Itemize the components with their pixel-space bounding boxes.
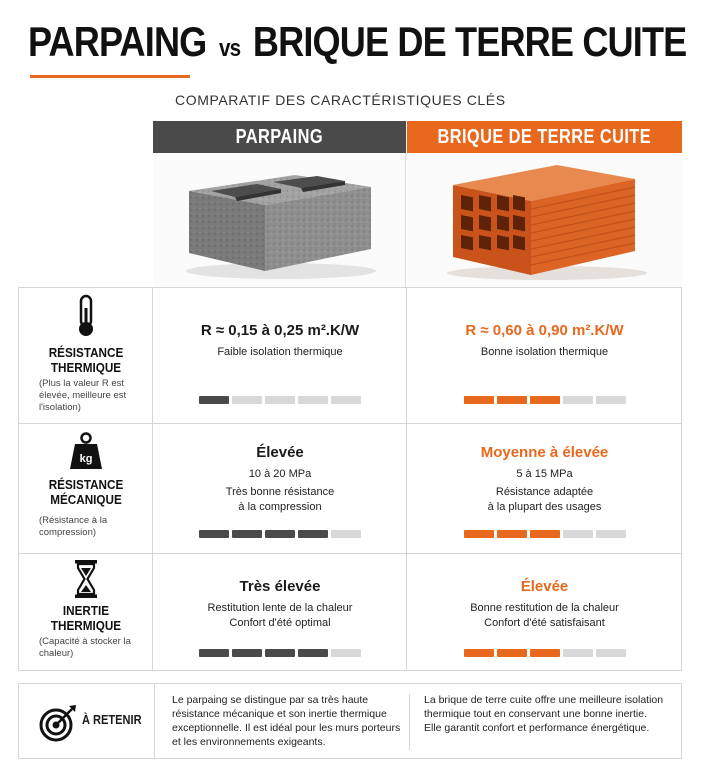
title-block [28,16,688,78]
rating-segment [265,530,295,538]
hourglass-icon [74,559,98,599]
takeaway-label-cell [19,684,155,758]
value: Élevée [520,578,569,595]
rating-segment [232,649,262,657]
thermometer-icon [74,294,98,338]
row-title: INERTIE THERMIQUE [50,603,122,633]
rating-segment [596,396,626,404]
value: R ≈ 0,15 à 0,25 m².K/W [200,322,360,339]
cell-brique [408,554,681,671]
concrete-block-image [153,153,406,287]
rating-bar [464,649,626,657]
rating-segment [232,396,262,404]
rating-segment [331,530,361,538]
rating-segment [464,649,494,657]
rating-segment [298,649,328,657]
description-line1: Bonne restitution de la chaleur [470,602,619,614]
page-subtitle: COMPARATIF DES CARACTÉRISTIQUES CLÉS [175,92,506,108]
cell-parpaing [154,554,407,671]
row-title: RÉSISTANCE THERMIQUE [48,345,124,375]
row-label [19,554,153,671]
rating-segment [563,530,593,538]
description-line2: Confort d'été satisfaisant [484,617,605,629]
description-line1: Résistance adaptée [495,486,594,498]
description-line1: Restitution lente de la chaleur [207,602,353,614]
takeaway-divider [409,694,410,750]
rating-segment [497,649,527,657]
rating-segment [298,530,328,538]
rating-segment [497,530,527,538]
rating-segment [464,396,494,404]
row-title: RÉSISTANCE MÉCANIQUE [48,477,124,507]
sub-value: 5 à 15 MPa [516,468,573,480]
description-line2: Confort d'été optimal [229,617,331,629]
description: Faible isolation thermique [217,346,343,358]
value: Très élevée [239,578,321,595]
rating-bar [199,530,361,538]
cell-brique [408,288,681,423]
row-note: (Plus la valeur R est élevée, meilleure est l'isolation) [39,378,127,413]
weight-label: kg [79,453,92,465]
rating-segment [563,649,593,657]
rating-segment [199,530,229,538]
rating-bar [464,396,626,404]
clay-brick-image [407,153,682,287]
value: R ≈ 0,60 à 0,90 m².K/W [465,322,624,339]
takeaway-parpaing: Le parpaing se distingue par sa très haute résistance mécanique et son inertie thermique exceptionnelle. Il est idéal pour les murs porteurs et les environnements exigeants. [172,694,401,748]
rating-segment [596,530,626,538]
key-takeaway-box [18,683,682,759]
sub-value: 10 à 20 MPa [248,468,312,480]
rating-segment [464,530,494,538]
cell-parpaing [154,288,407,423]
row-label [19,424,153,553]
value: Élevée [256,444,304,461]
title-underline [30,75,190,78]
row-note: (Capacité à stocker la chaleur) [39,636,131,659]
rating-segment [232,530,262,538]
title-vs: vs [219,35,241,62]
weight-icon [69,432,103,470]
title-part2: BRIQUE DE TERRE CUITE [252,18,687,65]
title-part1: PARPAING [28,18,207,65]
row-mechanical-resistance [19,424,681,554]
rating-segment [199,396,229,404]
rating-segment [530,396,560,404]
rating-bar [199,396,361,404]
comparison-table [18,287,682,671]
row-label [19,288,153,423]
rating-segment [497,396,527,404]
rating-segment [265,396,295,404]
rating-segment [331,396,361,404]
rating-segment [530,649,560,657]
rating-segment [530,530,560,538]
rating-bar [464,530,626,538]
value: Moyenne à élevée [480,444,609,461]
takeaway-brique: La brique de terre cuite offre une meilleure isolation thermique tout en conservant une bonne inertie. Elle garantit confort et performance énergétique. [424,694,664,734]
row-note: (Résistance à la compression) [39,515,108,538]
description-line2: à la plupart des usages [487,501,602,513]
target-icon [39,702,79,742]
concrete-block-image-cell [153,153,406,287]
rating-segment [331,649,361,657]
cell-brique [408,424,681,553]
cell-parpaing [154,424,407,553]
rating-segment [199,649,229,657]
rating-segment [563,396,593,404]
description: Bonne isolation thermique [480,346,609,358]
rating-segment [298,396,328,404]
column-header-brique: BRIQUE DE TERRE CUITE [407,121,682,153]
clay-brick-image-cell [407,153,682,287]
description-line1: Très bonne résistance [225,486,335,498]
takeaway-title: À RETENIR [82,712,142,727]
row-thermal-inertia [19,554,681,671]
row-thermal-resistance [19,288,681,424]
column-header-parpaing: PARPAING [153,121,406,153]
rating-segment [596,649,626,657]
rating-segment [265,649,295,657]
page-title [28,16,687,75]
rating-bar [199,649,361,657]
description-line2: à la compression [238,501,322,513]
